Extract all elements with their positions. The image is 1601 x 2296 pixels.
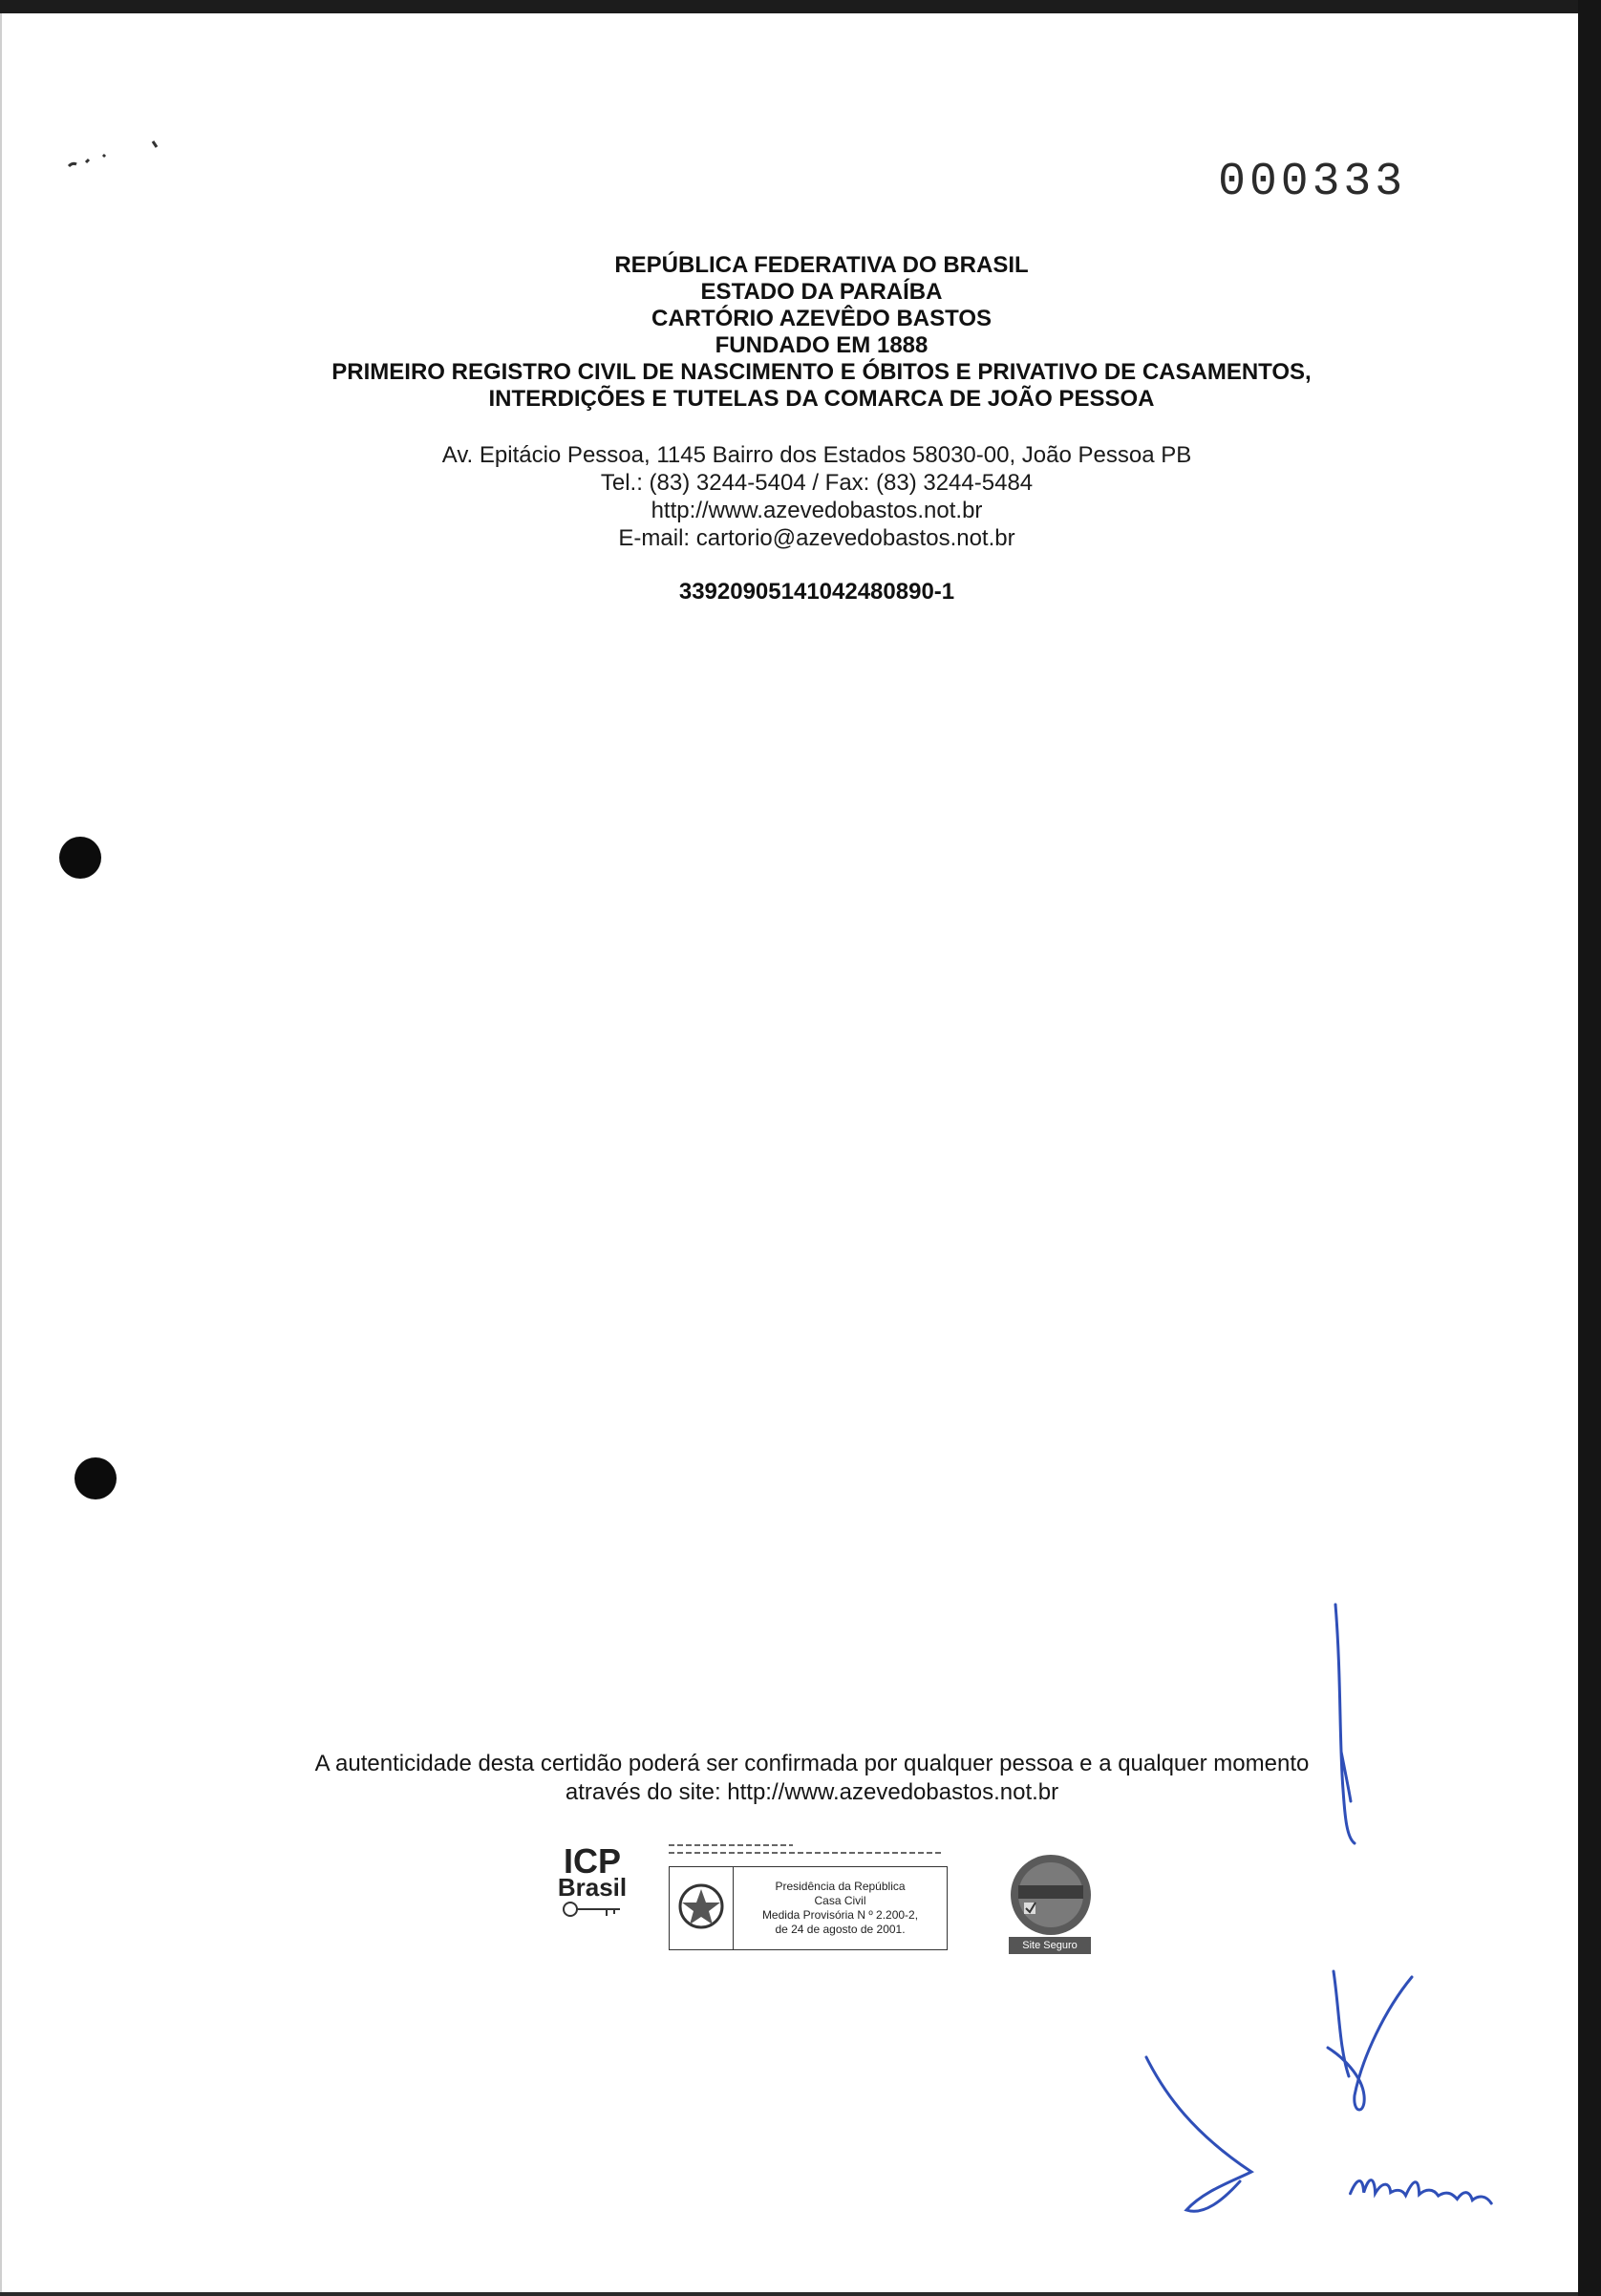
phone-fax: Tel.: (83) 3244-5404 / Fax: (83) 3244-5484 — [600, 470, 1034, 496]
address: Av. Epitácio Pessoa, 1145 Bairro dos Estados 58030-00, João Pessoa PB — [441, 442, 1192, 468]
certisign-globe-icon — [1003, 1851, 1099, 1939]
punch-hole — [75, 1457, 117, 1499]
certification-logos — [535, 1838, 1127, 1962]
sheet-number: 000333 — [1218, 157, 1406, 208]
punch-hole — [59, 837, 101, 879]
pres-line: Casa Civil — [814, 1894, 866, 1907]
handwritten-signature — [1127, 1599, 1509, 2229]
authenticity-line: A autenticidade desta certidão poderá ser confirmada por qualquer pessoa e a qualquer momento — [314, 1751, 1310, 1776]
registry-header — [239, 252, 1404, 413]
header-line: FUNDADO EM 1888 — [715, 332, 929, 358]
authenticity-line: através do site: http://www.azevedobastos.not.br — [565, 1779, 1059, 1805]
key-icon — [559, 1899, 626, 1920]
presidencia-seal-box — [669, 1866, 948, 1950]
certificate-code: 33920905141042480890-1 — [678, 579, 955, 605]
fine-print-lines — [669, 1841, 946, 1859]
contact-block — [287, 441, 1347, 552]
site-seguro-badge: Site Seguro — [1009, 1937, 1091, 1954]
header-line: REPÚBLICA FEDERATIVA DO BRASIL — [614, 252, 1029, 278]
pres-line: Presidência da República — [775, 1880, 906, 1893]
document-page — [0, 13, 1578, 2292]
handwritten-name — [1345, 2157, 1502, 2222]
presidencia-text — [734, 1880, 947, 1937]
pres-line: de 24 de agosto de 2001. — [775, 1923, 906, 1936]
icp-title: ICP — [563, 1841, 621, 1881]
pres-fine-print — [669, 1841, 955, 1861]
icp-subtitle: Brasil — [557, 1873, 628, 1902]
pen-marks — [57, 128, 181, 185]
scan-right-border — [1578, 0, 1601, 2296]
header-line: ESTADO DA PARAÍBA — [700, 279, 943, 305]
website: http://www.azevedobastos.not.br — [651, 498, 983, 523]
coat-of-arms-icon — [670, 1867, 734, 1949]
header-line: CARTÓRIO AZEVÊDO BASTOS — [651, 306, 993, 331]
scan-top-border — [0, 0, 1601, 13]
pres-line: Medida Provisória N º 2.200-2, — [761, 1908, 919, 1922]
icp-brasil-logo — [554, 1841, 630, 1952]
certisign-seal — [1003, 1851, 1099, 1956]
email: E-mail: cartorio@azevedobastos.not.br — [618, 525, 1015, 551]
header-line: INTERDIÇÕES E TUTELAS DA COMARCA DE JOÃO PESSOA — [488, 386, 1155, 412]
header-line: PRIMEIRO REGISTRO CIVIL DE NASCIMENTO E ÓBITOS E PRIVATIVO DE CASAMENTOS, — [331, 359, 1312, 385]
